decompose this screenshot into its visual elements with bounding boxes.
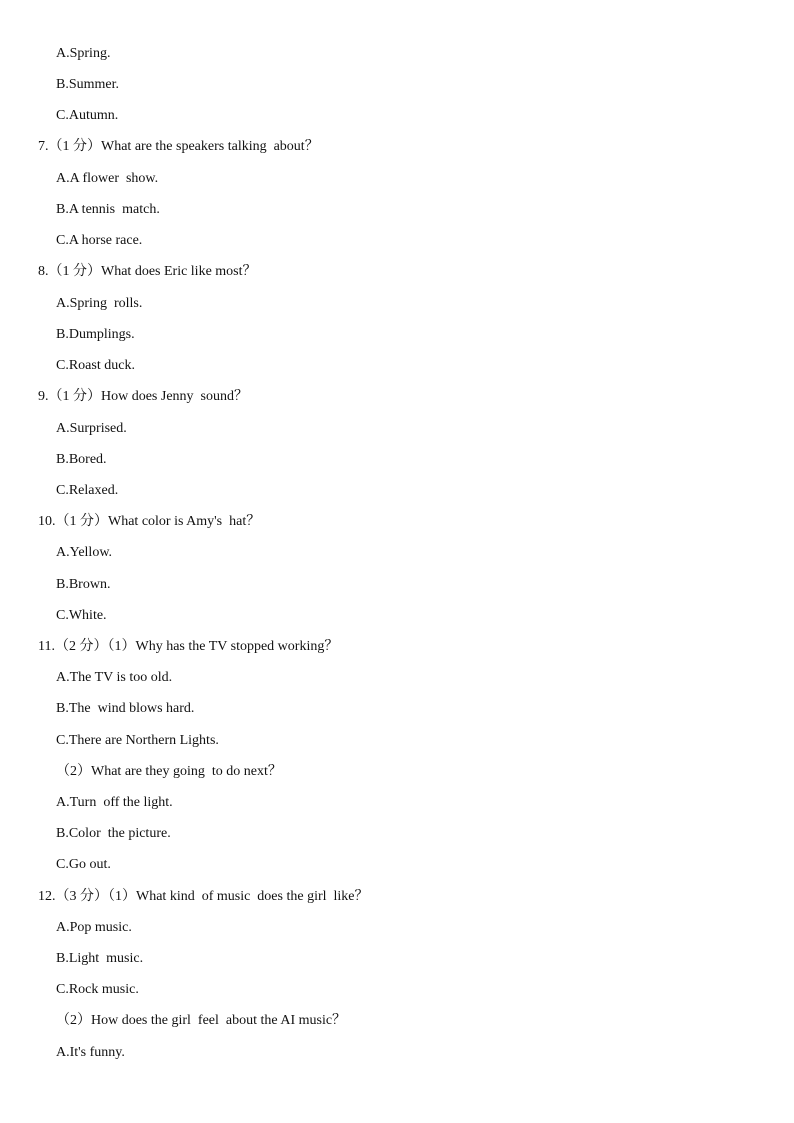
option-a: A.It's funny. bbox=[56, 1045, 125, 1060]
question-9-stem: 9.（1 分）How does Jenny sound？ bbox=[38, 389, 248, 404]
option-a: A.Surprised. bbox=[56, 421, 127, 436]
option-c: C.Go out. bbox=[56, 857, 111, 872]
option-a: A.Turn off the light. bbox=[56, 795, 173, 810]
option-a: A.Spring. bbox=[56, 46, 111, 61]
option-a: A.The TV is too old. bbox=[56, 670, 173, 685]
question-7-stem: 7.（1 分）What are the speakers talking about？ bbox=[38, 139, 319, 154]
option-b: B.Bored. bbox=[56, 452, 107, 467]
option-a: A.Yellow. bbox=[56, 545, 113, 560]
option-b: B.A tennis match. bbox=[56, 202, 160, 217]
question-12-stem: 12.（3 分）（1）What kind of music does the girl like？ bbox=[38, 889, 369, 904]
question-10-stem: 10.（1 分）What color is Amy's hat？ bbox=[38, 514, 261, 529]
option-a: A.Spring rolls. bbox=[56, 296, 143, 311]
option-b: B.Brown. bbox=[56, 577, 111, 592]
option-c: C.White. bbox=[56, 608, 107, 623]
question-12-sub-2-stem: （2）How does the girl feel about the AI music？ bbox=[56, 1013, 347, 1028]
question-11-sub-2-stem: （2）What are they going to do next？ bbox=[56, 764, 282, 779]
option-b: B.Dumplings. bbox=[56, 327, 135, 342]
question-11-stem: 11.（2 分）（1）Why has the TV stopped working？ bbox=[38, 639, 339, 654]
option-c: C.There are Northern Lights. bbox=[56, 733, 219, 748]
option-c: C.Relaxed. bbox=[56, 483, 119, 498]
option-a: A.Pop music. bbox=[56, 920, 132, 935]
option-a: A.A flower show. bbox=[56, 171, 159, 186]
option-c: C.A horse race. bbox=[56, 233, 143, 248]
option-b: B.The wind blows hard. bbox=[56, 701, 195, 716]
option-c: C.Autumn. bbox=[56, 108, 119, 123]
option-b: B.Light music. bbox=[56, 951, 144, 966]
option-c: C.Rock music. bbox=[56, 982, 139, 997]
option-c: C.Roast duck. bbox=[56, 358, 135, 373]
option-b: B.Color the picture. bbox=[56, 826, 171, 841]
option-b: B.Summer. bbox=[56, 77, 120, 92]
question-8-stem: 8.（1 分）What does Eric like most？ bbox=[38, 264, 257, 279]
